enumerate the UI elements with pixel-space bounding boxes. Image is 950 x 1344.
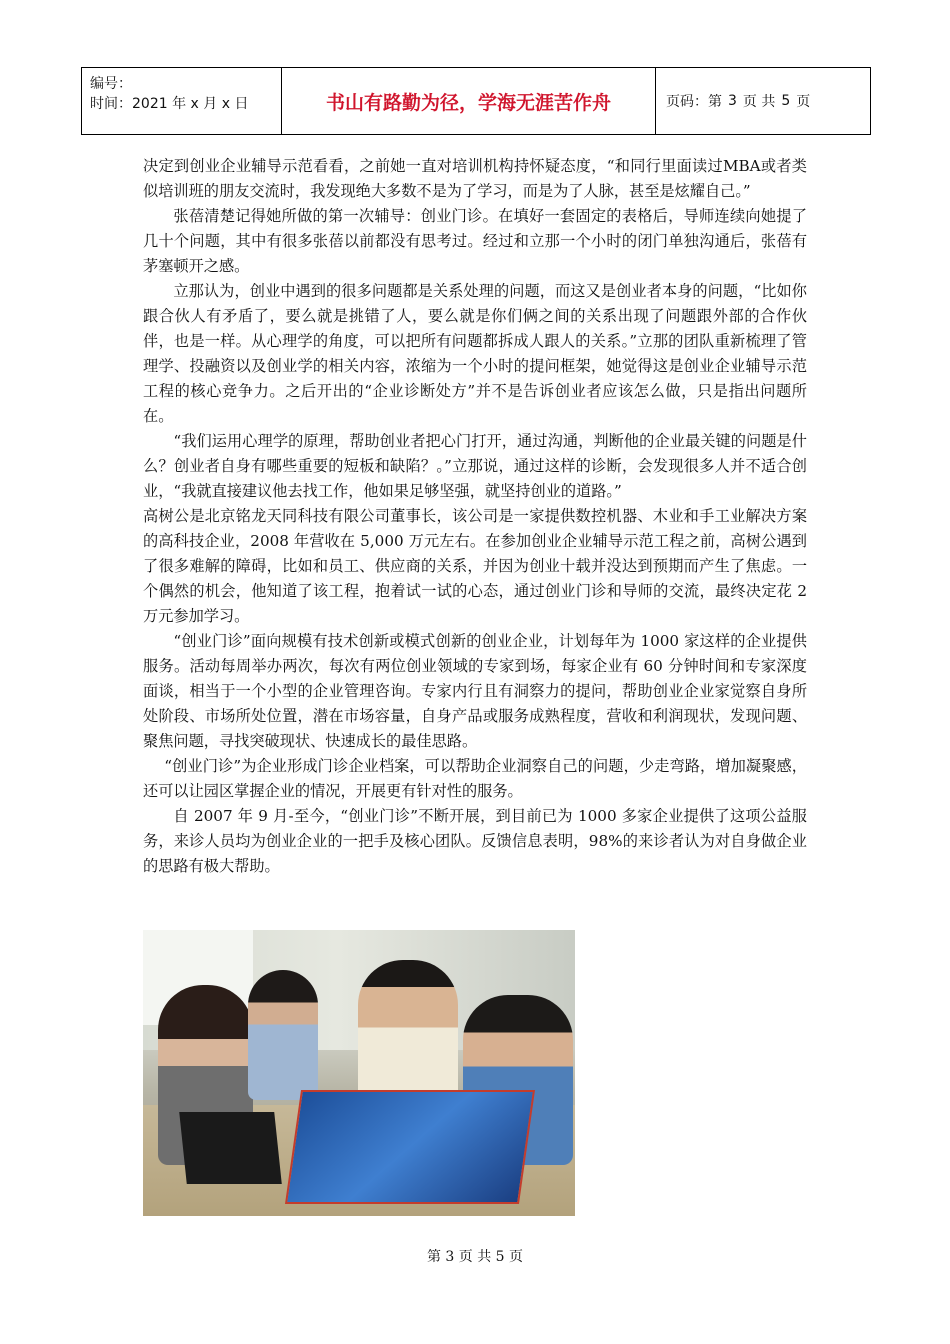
- header-meta: [82, 68, 282, 134]
- time-label: 时间：2021 年 x 月 x 日: [90, 96, 249, 112]
- article-body: [143, 154, 807, 879]
- paragraph: 张蓓清楚记得她所做的第一次辅导：创业门诊。在填好一套固定的表格后，导师连续向她提了几十个问题，其中有很多张蓓以前都没有思考过。经过和立那一个小时的闭门单独沟通后，张蓓有茅塞顿开之感。: [143, 207, 807, 275]
- page-prefix: 页码：第: [666, 94, 722, 110]
- paragraph: 自 2007 年 9 月-至今，“创业门诊”不断开展，到目前已为 1000 多家企业提供了这项公益服务，来诊人员均为创业企业的一把手及核心团队。反馈信息表明，98%的来诊者认为对自身做企业的思路有极大帮助。: [143, 807, 807, 875]
- paragraph: 立那认为，创业中遇到的很多问题都是关系处理的问题，而这又是创业者本身的问题，“比如你跟合伙人有矛盾了，要么就是挑错了人，要么就是你们俩之间的关系出现了问题跟外部的合作伙伴，也是一样。从心理学的角度，可以把所有问题都拆成人跟人的关系。”立那的团队重新梳理了管理学、投融资以及创业学的相关内容，浓缩为一个小时的提问框架，她觉得这是创业企业辅导示范工程的核心竞争力。之后开出的“企业诊断处方”并不是告诉创业者应该怎么做，只是指出问题所在。: [143, 282, 807, 425]
- number-label: 编号：: [90, 76, 132, 92]
- page-current: 3: [728, 93, 737, 109]
- page-indicator: [656, 68, 870, 134]
- photo-game-board: [285, 1090, 535, 1204]
- photo-person: [358, 960, 458, 1110]
- page-total: 5: [781, 93, 791, 109]
- photo-laptop: [179, 1112, 282, 1184]
- photo-person: [248, 970, 318, 1100]
- paragraph: “创业门诊”为企业形成门诊企业档案，可以帮助企业洞察自己的问题，少走弯路，增加凝聚感，还可以让园区掌握企业的情况，开展更有针对性的服务。: [143, 757, 807, 800]
- paragraph: 决定到创业企业辅导示范看看，之前她一直对培训机构持怀疑态度，“和同行里面读过MBA或者类似培训班的朋友交流时，我发现绝大多数不是为了学习，而是为了人脉，甚至是炫耀自己。”: [143, 157, 807, 200]
- paragraph: “我们运用心理学的原理，帮助创业者把心门打开，通过沟通，判断他的企业最关键的问题是什么？创业者自身有哪些重要的短板和缺陷？。”立那说，通过这样的诊断，会发现很多人并不适合创业，“我就直接建议他去找工作，他如果足够坚强，就坚持创业的道路。”: [143, 432, 807, 500]
- paragraph: “创业门诊”面向规模有技术创新或模式创新的创业企业，计划每年为 1000 家这样的企业提供服务。活动每周举办两次，每次有两位创业领域的专家到场，每家企业有 60 分钟时间和专家深度面谈，相当于一个小型的企业管理咨询。专家内行且有洞察力的提问，帮助创业企业家觉察自身所处阶段、市场所处位置，潜在市场容量，自身产品或服务成熟程度，营收和利润现状，发现问题、聚焦问题，寻找突破现状、快速成长的最佳思路。: [143, 632, 807, 750]
- meeting-photo: [143, 930, 575, 1216]
- page-mid: 页 共: [742, 94, 776, 110]
- paragraph: 高树公是北京铭龙天同科技有限公司董事长，该公司是一家提供数控机器、木业和手工业解决方案的高科技企业，2008 年营收在 5,000 万元左右。在参加创业企业辅导示范工程之前，高树公遇到了很多难解的障碍，比如和员工、供应商的关系，并因为创业十载并没达到预期而产生了焦虑。一个偶然的机会，他知道了该工程，抱着试一试的心态，通过创业门诊和导师的交流，最终决定花 2 万元参加学习。: [143, 507, 807, 625]
- motto: 书山有路勤为径，学海无涯苦作舟: [282, 68, 656, 134]
- header-table: [81, 67, 871, 135]
- page-footer: 第 3 页 共 5 页: [426, 1249, 524, 1265]
- page-suffix: 页: [796, 94, 811, 110]
